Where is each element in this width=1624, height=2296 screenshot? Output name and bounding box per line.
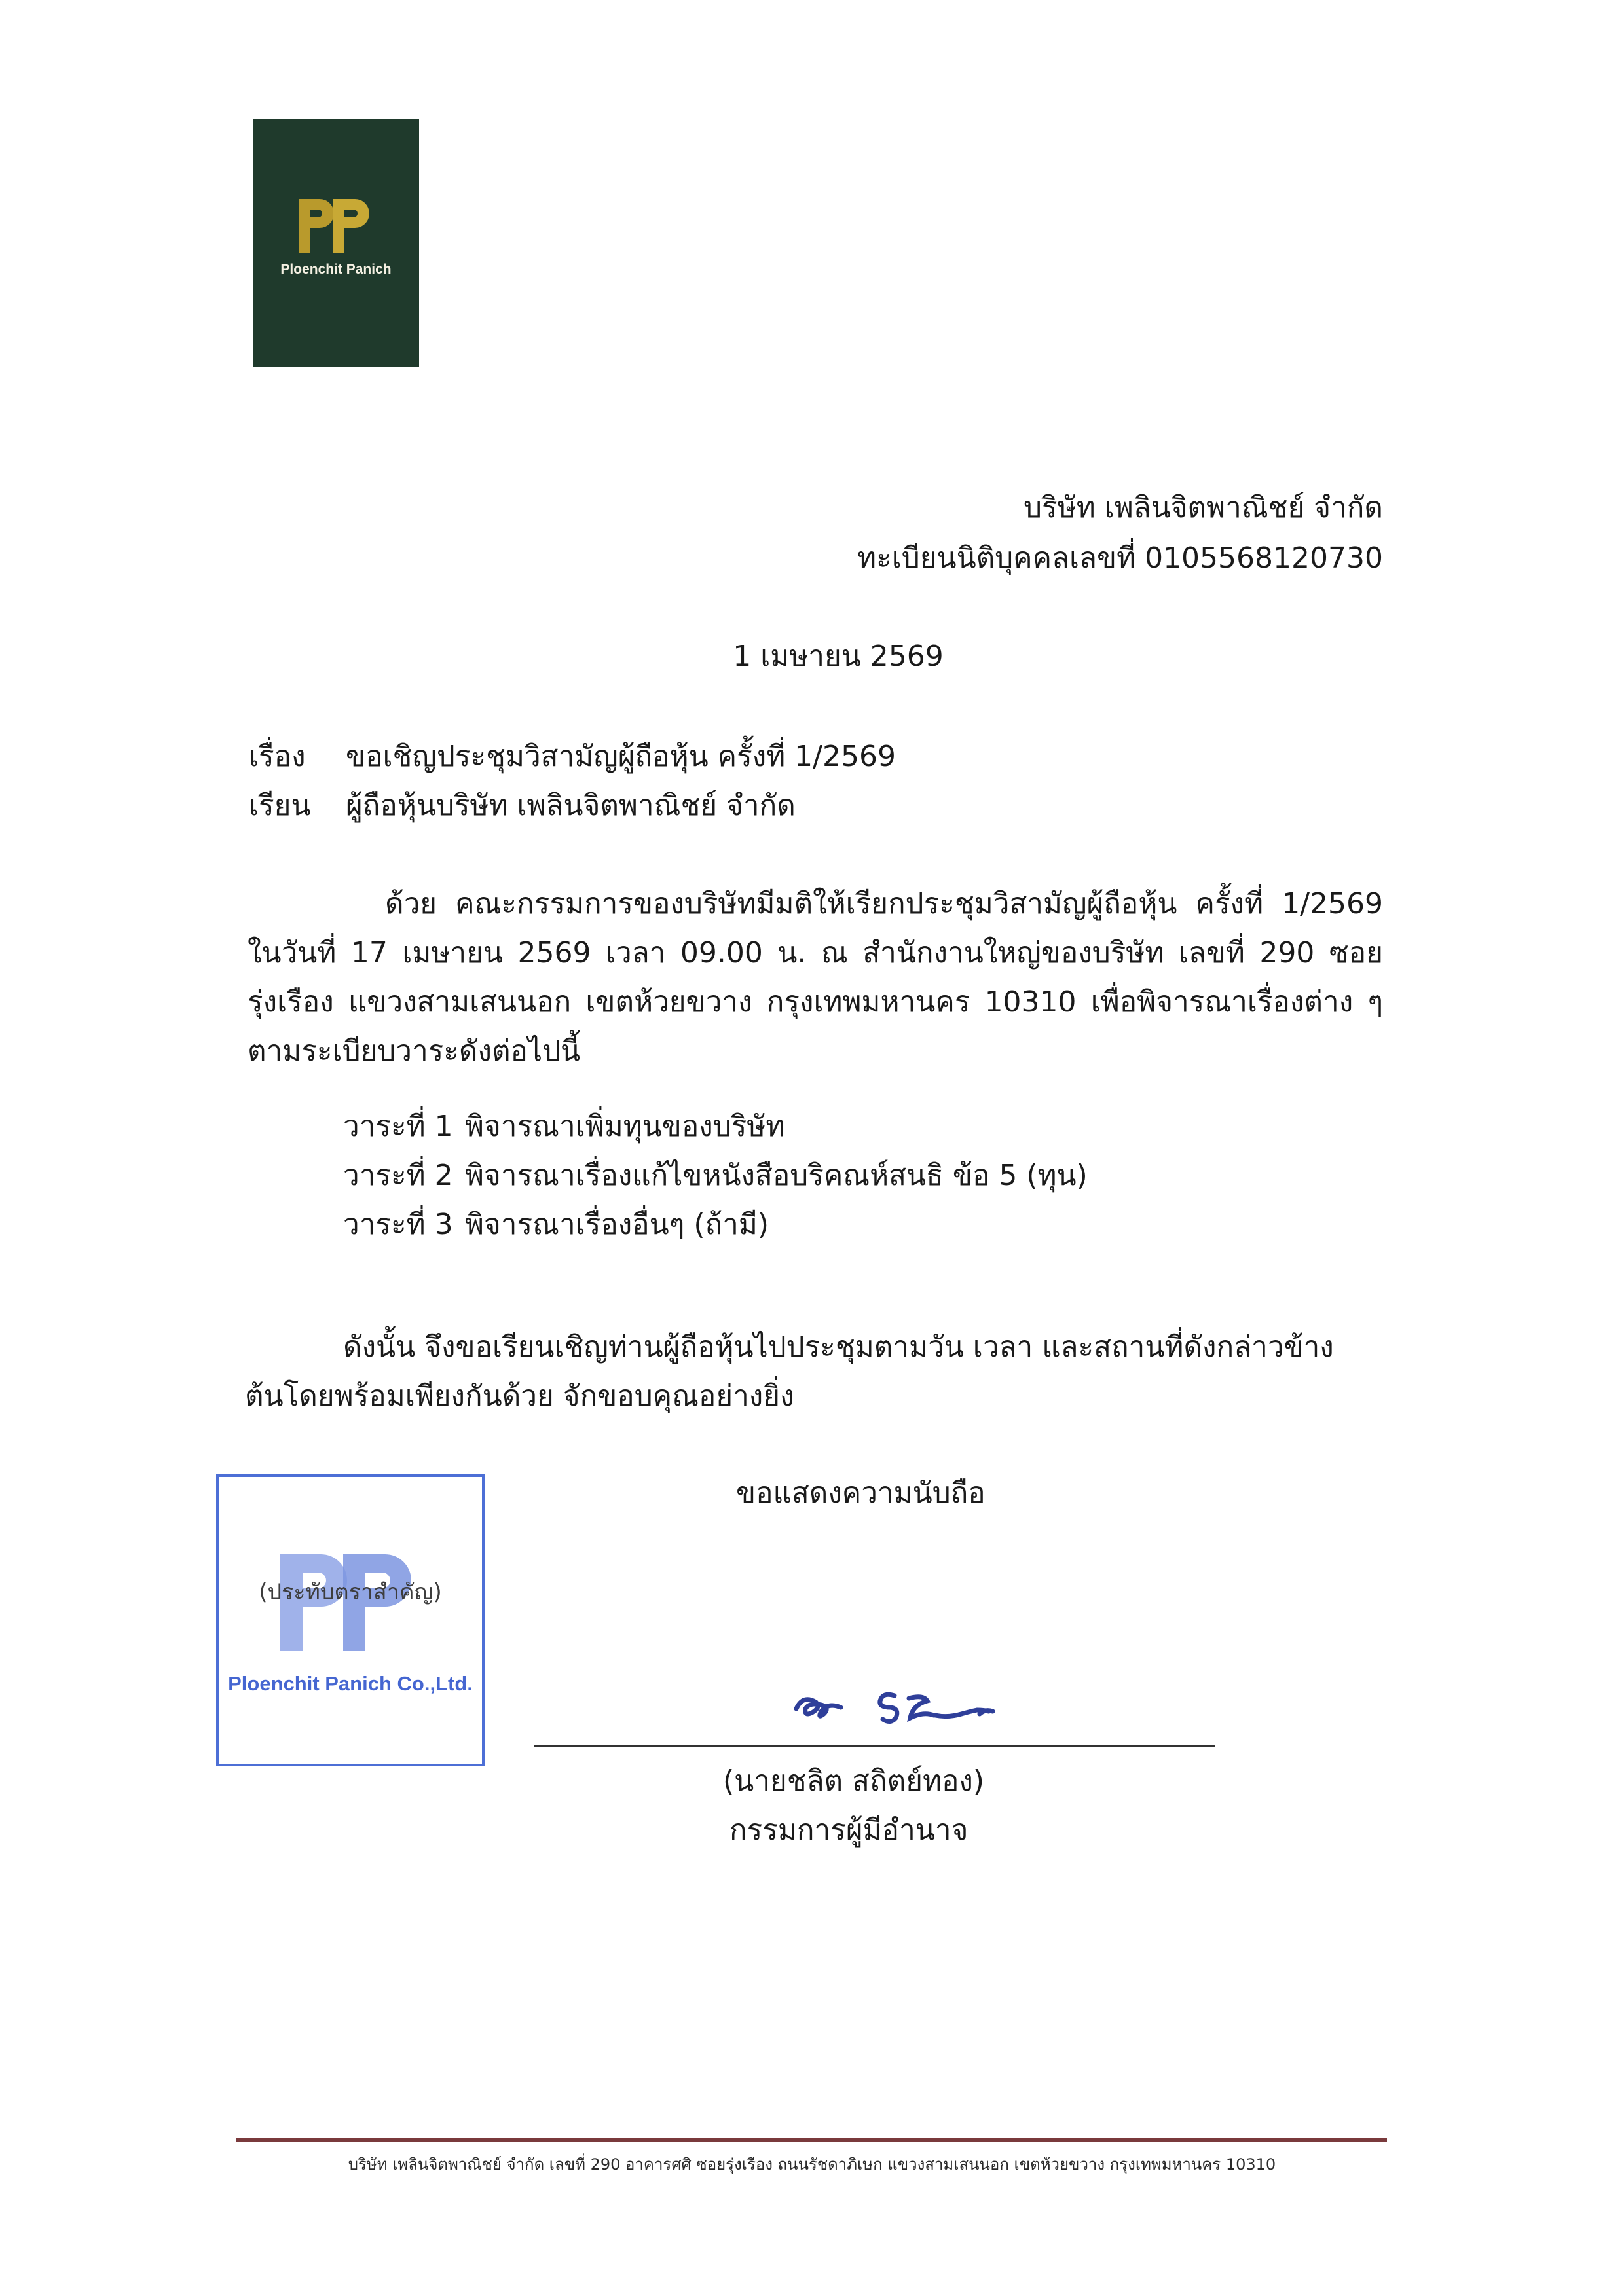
agenda-text: พิจารณาเรื่องแก้ไขหนังสือบริคณห์สนธิ ข้อ 5 (ทุน)	[465, 1159, 1088, 1192]
seal-company-name: Ploenchit Panich Co.,Ltd.	[228, 1672, 473, 1695]
agenda-item	[343, 1102, 784, 1151]
subject-label: เรื่อง	[249, 740, 306, 773]
signer-title: กรรมการผู้มีอำนาจ	[729, 1813, 969, 1847]
regards-text: ขอแสดงความนับถือ	[736, 1476, 986, 1510]
agenda-number: วาระที่ 3	[343, 1208, 453, 1241]
company-seal	[216, 1474, 485, 1766]
agenda-item	[343, 1151, 1088, 1200]
pp-logo-icon	[296, 196, 376, 255]
agenda-number: วาระที่ 2	[343, 1159, 453, 1192]
seal-caption: (ประทับตราสำคัญ)	[259, 1579, 442, 1605]
agenda-number: วาระที่ 1	[343, 1110, 453, 1143]
signer-name: (นายชลิต สถิตย์ทอง)	[723, 1764, 985, 1798]
agenda-text: พิจารณาเรื่องอื่นๆ (ถ้ามี)	[465, 1208, 769, 1241]
logo-name: Ploenchit Panich	[280, 262, 392, 277]
recipient-value: ผู้ถือหุ้นบริษัท เพลินจิตพาณิชย์ จำกัด	[346, 789, 796, 822]
company-logo	[253, 119, 419, 367]
company-registration: ทะเบียนนิติบุคคลเลขที่ 0105568120730	[857, 541, 1383, 575]
handwritten-signature	[783, 1676, 1058, 1735]
footer-rule	[236, 2138, 1387, 2142]
letter-date: 1 เมษายน 2569	[733, 640, 944, 673]
subject-value: ขอเชิญประชุมวิสามัญผู้ถือหุ้น ครั้งที่ 1/2569	[346, 740, 896, 773]
signature-line	[534, 1745, 1215, 1747]
body-paragraph: ด้วย คณะกรรมการของบริษัทมีมติให้เรียกประชุมวิสามัญผู้ถือหุ้น ครั้งที่ 1/2569 ในวันที่ 17 เมษายน 2569 เวลา 09.00 น. ณ สำนักงานใหญ่ของบริษัท เลขที่ 290 ซอยรุ่งเรือง แขวงสามเสนนอก เขตห้วยขวาง กรุงเทพมหานคร 10310 เพื่อพิจารณาเรื่องต่าง ๆ ตามระเบียบวาระดังต่อไปนี้	[248, 887, 1383, 1068]
footer-address: บริษัท เพลินจิตพาณิชย์ จำกัด เลขที่ 290 อาคารศศิ ซอยรุ่งเรือง ถนนรัชดาภิเษก แขวงสามเสนนอก เขตห้วยขวาง กรุงเทพมหานคร 10310	[348, 2155, 1276, 2174]
agenda-text: พิจารณาเพิ่มทุนของบริษัท	[465, 1110, 785, 1143]
company-name: บริษัท เพลินจิตพาณิชย์ จำกัด	[1024, 491, 1383, 524]
closing-paragraph: ดังนั้น จึงขอเรียนเชิญท่านผู้ถือหุ้นไปประชุมตามวัน เวลา และสถานที่ดังกล่าวข้างต้นโดยพร้อมเพียงกันด้วย จักขอบคุณอย่างยิ่ง	[245, 1330, 1334, 1413]
recipient-label: เรียน	[249, 789, 311, 822]
agenda-item	[343, 1200, 769, 1249]
